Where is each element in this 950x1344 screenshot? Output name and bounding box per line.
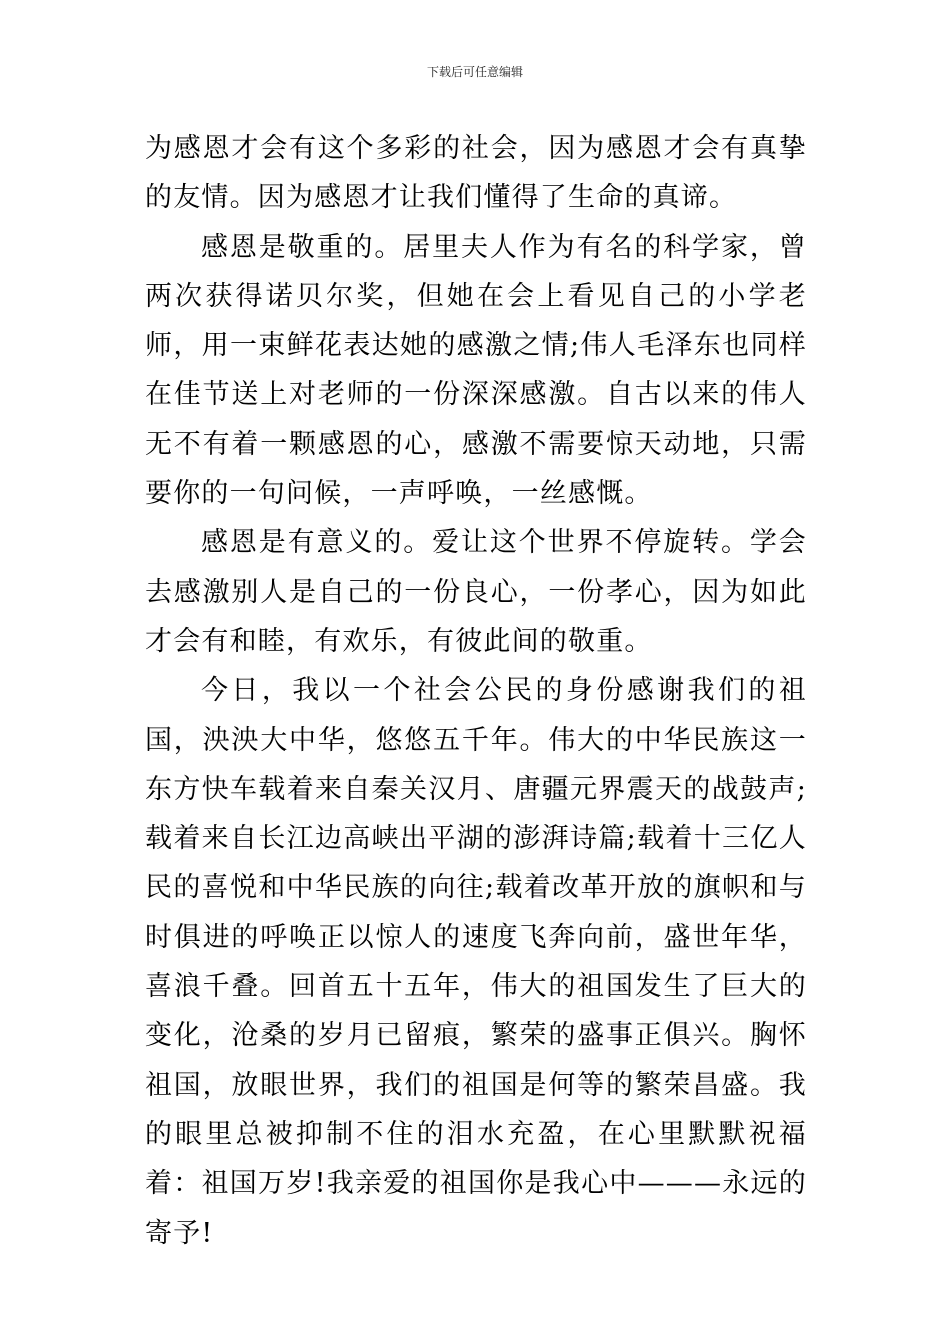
paragraph-2: 感恩是敬重的。居里夫人作为有名的科学家，曾两次获得诺贝尔奖，但她在会上看见自己的小学老师，用一束鲜花表达她的感激之情;伟人毛泽东也同样在佳节送上对老师的一份深深感激。自古以来的伟人无不有着一颗感恩的心，感激不需要惊天动地，只需要你的一句问候，一声呼唤，一丝感慨。 <box>145 231 807 510</box>
paragraph-4: 今日，我以一个社会公民的身份感谢我们的祖国，泱泱大中华，悠悠五千年。伟大的中华民族这一东方快车载着来自秦关汉月、唐疆元界震天的战鼓声;载着来自长江边高峡出平湖的澎湃诗篇;载着十三亿人民的喜悦和中华民族的向往;载着改革开放的旗帜和与时俱进的呼唤正以惊人的速度飞奔向前，盛世年华，喜浪千叠。回首五十五年，伟大的祖国发生了巨大的变化，沧桑的岁月已留痕，繁荣的盛事正俱兴。胸怀祖国，放眼世界，我们的祖国是何等的繁荣昌盛。我的眼里总被抑制不住的泪水充盈，在心里默默祝福着：祖国万岁!我亲爱的祖国你是我心中———永远的寄予! <box>145 675 807 1249</box>
paragraph-1: 为感恩才会有这个多彩的社会，因为感恩才会有真挚的友情。因为感恩才让我们懂得了生命的真谛。 <box>145 133 807 214</box>
page-header: 下载后可任意编辑 <box>426 65 523 79</box>
paragraph-3: 感恩是有意义的。爱让这个世界不停旋转。学会去感激别人是自己的一份良心，一份孝心，因为如此才会有和睦，有欢乐，有彼此间的敬重。 <box>145 527 807 657</box>
document-body <box>145 124 807 1258</box>
